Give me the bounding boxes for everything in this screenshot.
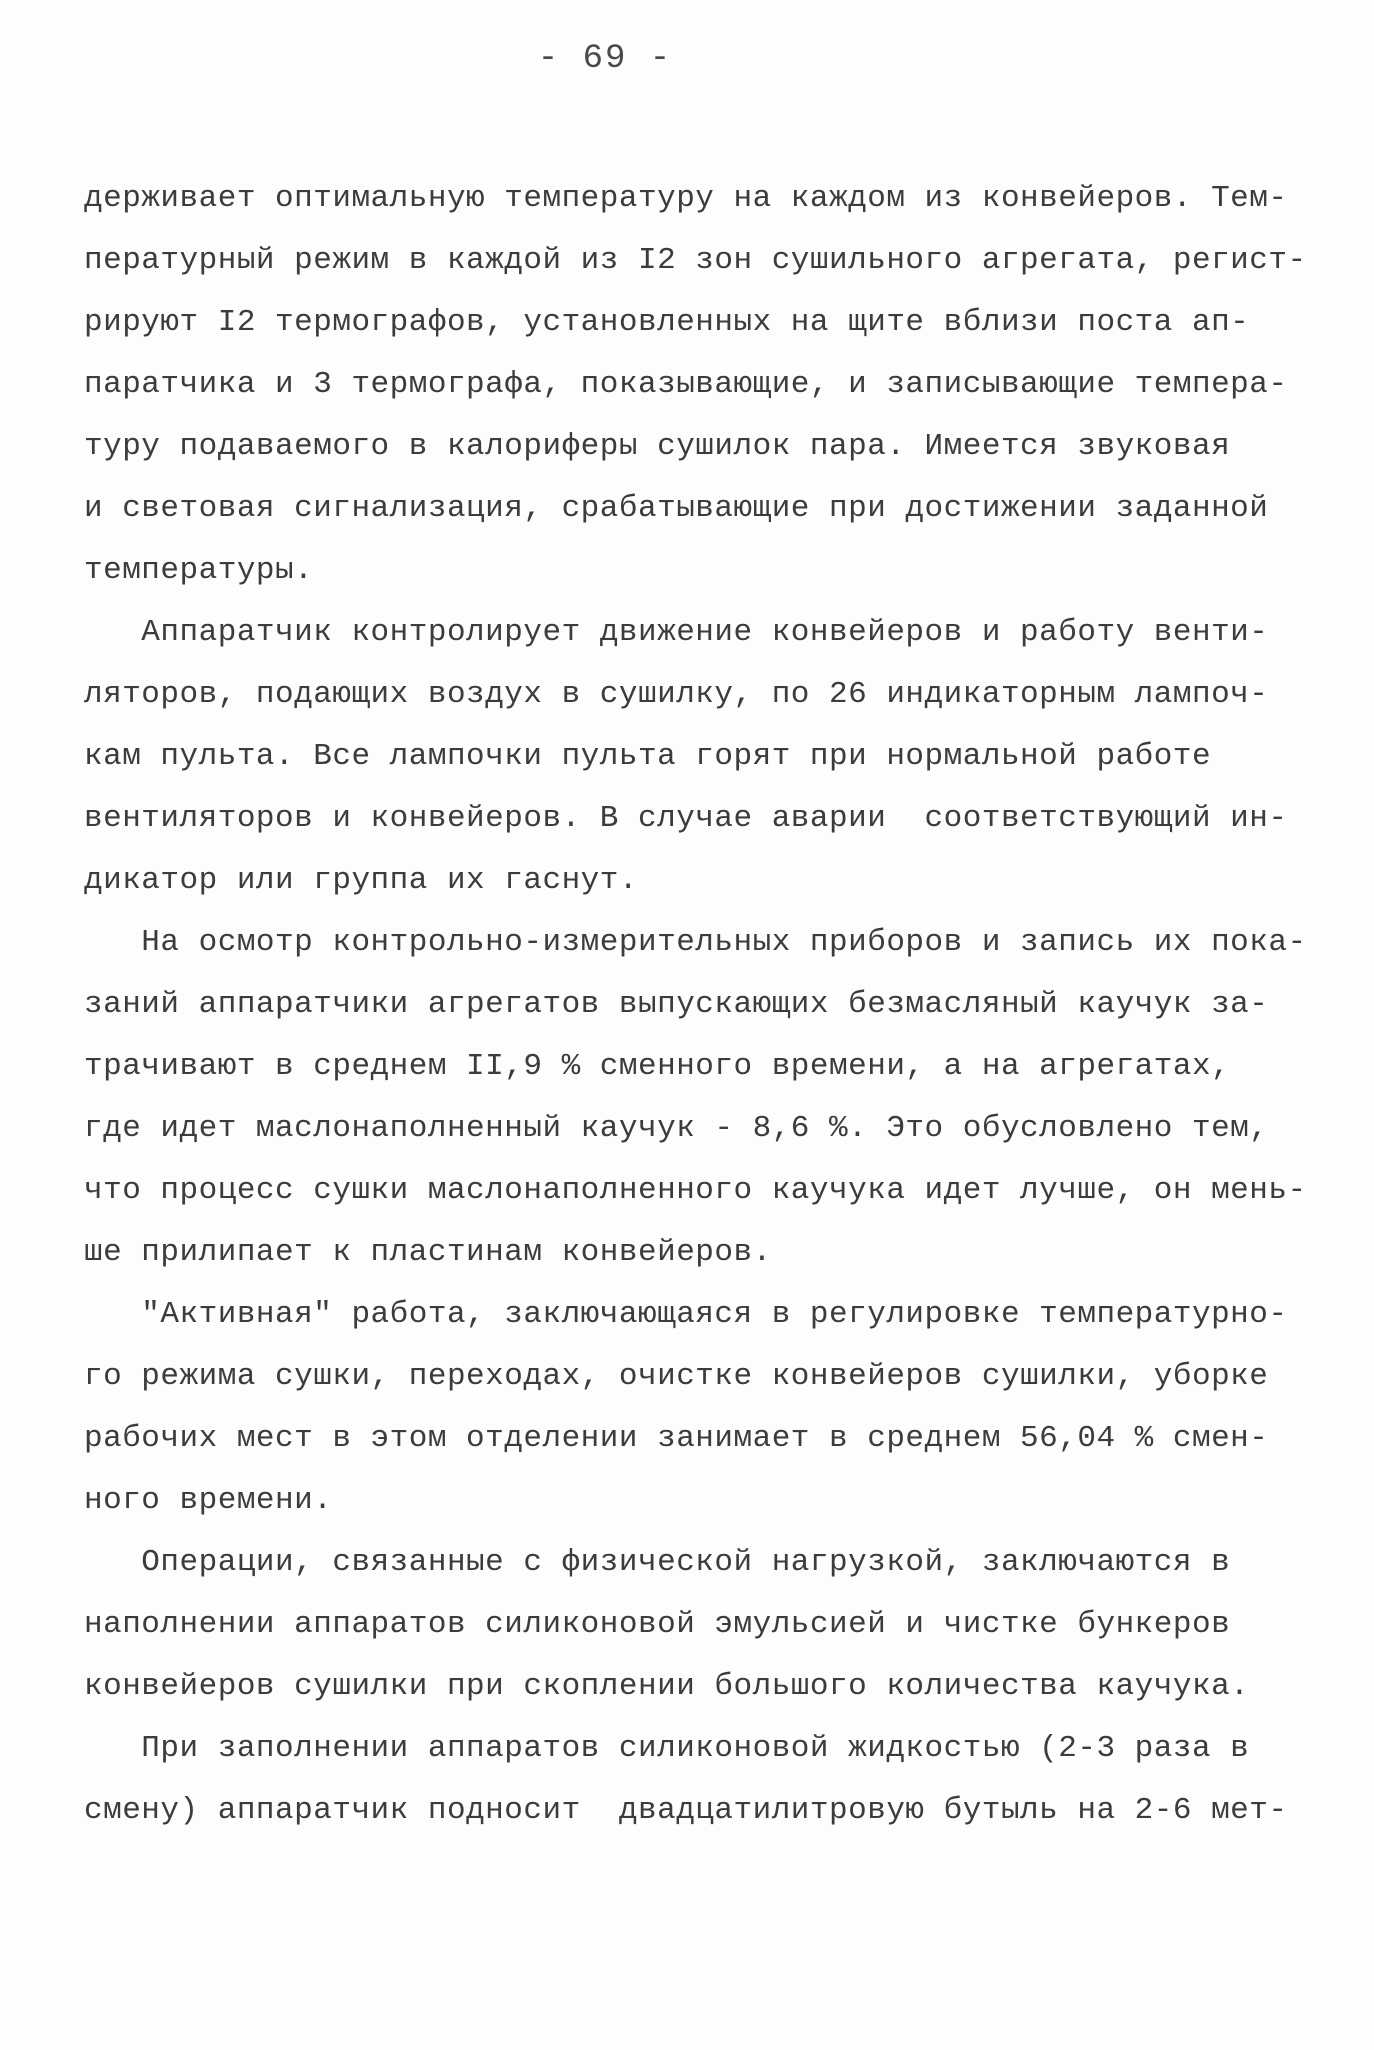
- text-line: и световая сигнализация, срабатывающие при достижении заданной: [84, 491, 1269, 526]
- text-line: конвейеров сушилки при скоплении большого количества каучука.: [84, 1669, 1250, 1704]
- text-line: рируют I2 термографов, установленных на щите вблизи поста ап-: [84, 305, 1250, 340]
- text-line: кам пульта. Все лампочки пульта горят при нормальной работе: [84, 739, 1212, 774]
- text-line: го режима сушки, переходах, очистке конвейеров сушилки, уборке: [84, 1359, 1269, 1394]
- text-line: Операции, связанные с физической нагрузкой, заключаются в: [84, 1545, 1231, 1580]
- text-line: "Активная" работа, заключающаяся в регулировке температурно-: [84, 1297, 1288, 1332]
- text-line: трачивают в среднем II,9 % сменного времени, а на агрегатах,: [84, 1049, 1231, 1084]
- text-line: температуры.: [84, 553, 314, 588]
- text-line: туру подаваемого в калориферы сушилок пара. Имеется звуковая: [84, 429, 1231, 464]
- text-line: где идет маслонаполненный каучук - 8,6 %. Это обусловлено тем,: [84, 1111, 1269, 1146]
- text-line: заний аппаратчики агрегатов выпускающих безмасляный каучук за-: [84, 987, 1269, 1022]
- text-line: ше прилипает к пластинам конвейеров.: [84, 1235, 772, 1270]
- text-line: смену) аппаратчик подносит двадцатилитровую бутыль на 2-6 мет-: [84, 1793, 1288, 1828]
- text-line: На осмотр контрольно-измерительных приборов и запись их пока-: [84, 925, 1307, 960]
- text-line: ного времени.: [84, 1483, 333, 1518]
- text-line: При заполнении аппаратов силиконовой жидкостью (2-3 раза в: [84, 1731, 1250, 1766]
- text-line: пературный режим в каждой из I2 зон сушильного агрегата, регист-: [84, 243, 1307, 278]
- text-line: ляторов, подающих воздух в сушилку, по 26 индикаторным лампоч-: [84, 677, 1269, 712]
- text-line: рабочих мест в этом отделении занимает в среднем 56,04 % смен-: [84, 1421, 1269, 1456]
- text-line: что процесс сушки маслонаполненного каучука идет лучше, он мень-: [84, 1173, 1307, 1208]
- text-line: Аппаратчик контролирует движение конвейеров и работу венти-: [84, 615, 1269, 650]
- text-line: вентиляторов и конвейеров. В случае аварии соответствующий ин-: [84, 801, 1288, 836]
- page-number: - 69 -: [537, 40, 673, 78]
- text-line: дикатор или группа их гаснут.: [84, 863, 638, 898]
- text-line: паратчика и 3 термографа, показывающие, и записывающие темпера-: [84, 367, 1288, 402]
- text-line: держивает оптимальную температуру на каждом из конвейеров. Тем-: [84, 181, 1288, 216]
- body-text: [84, 168, 1307, 1842]
- text-line: наполнении аппаратов силиконовой эмульсией и чистке бункеров: [84, 1607, 1231, 1642]
